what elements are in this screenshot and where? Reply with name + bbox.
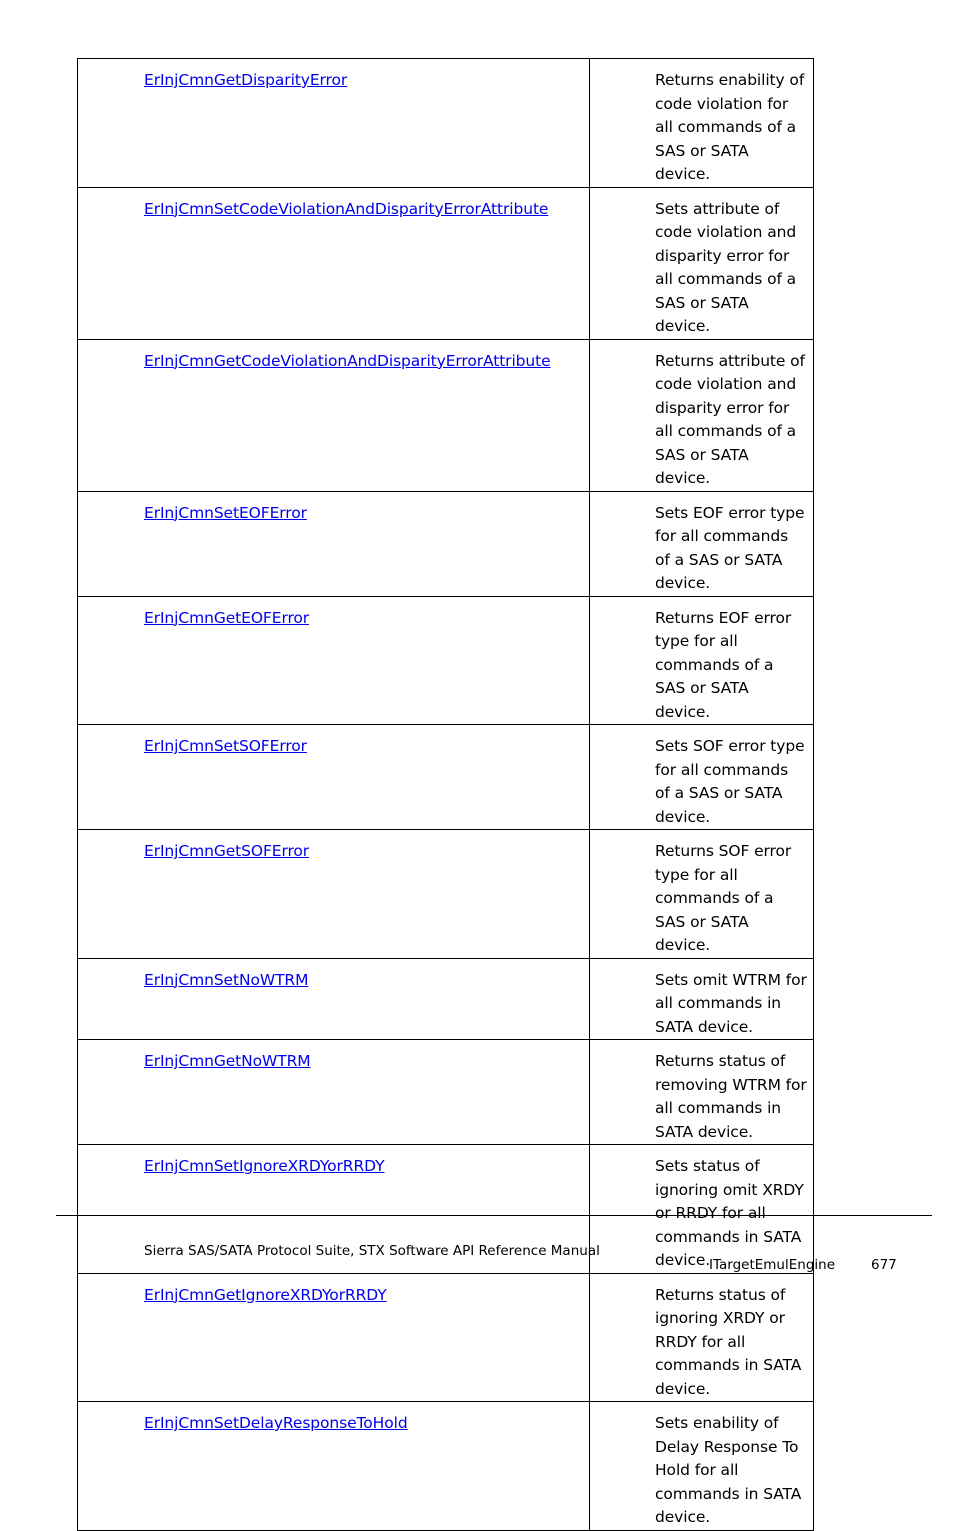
method-link[interactable]: ErInjCmnSetIgnoreXRDYorRRDY — [144, 1157, 385, 1175]
method-link[interactable]: ErInjCmnSetSOFError — [144, 737, 307, 755]
method-name-cell — [78, 59, 590, 188]
method-link[interactable]: ErInjCmnSetDelayResponseToHold — [144, 1414, 408, 1432]
method-description: Returns attribute of code violation and disparity error for all commands of a SAS or SATA device. — [655, 351, 805, 487]
method-description-cell — [590, 339, 814, 491]
method-name-cell — [78, 958, 590, 1040]
method-description: Sets EOF error type for all commands of a SAS or SATA device. — [655, 503, 805, 592]
table-row — [78, 958, 814, 1040]
method-description: Returns status of removing WTRM for all commands in SATA device. — [655, 1052, 807, 1141]
footer-section-name: ITargetEmulEngine — [709, 1257, 836, 1273]
method-link[interactable]: ErInjCmnGetNoWTRM — [144, 1052, 311, 1070]
footer-manual-title: Sierra SAS/SATA Protocol Suite, STX Software API Reference Manual — [144, 1243, 600, 1259]
method-description: Sets omit WTRM for all commands in SATA device. — [655, 970, 807, 1036]
footer-divider — [56, 1215, 932, 1216]
table-row — [78, 1273, 814, 1402]
method-description: Sets status of ignoring omit XRDY or RRDY for all commands in SATA device. — [655, 1157, 804, 1269]
method-name-cell — [78, 830, 590, 959]
method-description-cell — [590, 830, 814, 959]
method-description: Returns EOF error type for all commands of a SAS or SATA device. — [655, 608, 792, 721]
method-description-cell — [590, 59, 814, 188]
method-description-cell — [590, 187, 814, 339]
method-link[interactable]: ErInjCmnGetEOFError — [144, 608, 310, 627]
table-row — [78, 725, 814, 830]
table-row — [78, 59, 814, 188]
method-link[interactable]: ErInjCmnSetNoWTRM — [144, 970, 309, 989]
method-link[interactable]: ErInjCmnSetCodeViolationAndDisparityErrorAttribute — [144, 199, 549, 218]
method-description: Sets SOF error type for all commands of a SAS or SATA device. — [655, 737, 805, 826]
api-method-table-body — [78, 59, 814, 1531]
table-row — [78, 339, 814, 491]
method-name-cell — [78, 596, 590, 725]
method-description: Sets enability of Delay Response To Hold for all commands in SATA device. — [655, 1414, 802, 1526]
method-description-cell — [590, 491, 814, 596]
method-name-cell — [78, 339, 590, 491]
method-description: Returns SOF error type for all commands of a SAS or SATA device. — [655, 842, 792, 954]
table-row — [78, 596, 814, 725]
method-name-cell — [78, 491, 590, 596]
method-link[interactable]: ErInjCmnGetDisparityError — [144, 71, 348, 89]
method-description: Returns status of ignoring XRDY or RRDY for all commands in SATA device. — [655, 1285, 802, 1398]
table-row — [78, 1402, 814, 1531]
method-description-cell — [590, 1402, 814, 1531]
footer-page-number: 677 — [871, 1257, 897, 1273]
table-row — [78, 1040, 814, 1145]
method-description-cell — [590, 725, 814, 830]
method-name-cell — [78, 187, 590, 339]
method-description-cell — [590, 958, 814, 1040]
method-link[interactable]: ErInjCmnSetEOFError — [144, 503, 307, 522]
method-name-cell — [78, 725, 590, 830]
table-row — [78, 830, 814, 959]
method-link[interactable]: ErInjCmnGetSOFError — [144, 842, 310, 860]
table-row — [78, 187, 814, 339]
method-name-cell — [78, 1040, 590, 1145]
method-name-cell — [78, 1273, 590, 1402]
api-method-table — [77, 58, 814, 1531]
method-description-cell — [590, 1273, 814, 1402]
method-description-cell — [590, 596, 814, 725]
method-description: Sets attribute of code violation and disparity error for all commands of a SAS or SATA device. — [655, 199, 797, 335]
method-link[interactable]: ErInjCmnGetCodeViolationAndDisparityErrorAttribute — [144, 351, 551, 370]
table-row — [78, 491, 814, 596]
method-description-cell — [590, 1145, 814, 1274]
method-description: Returns enability of code violation for all commands of a SAS or SATA device. — [655, 71, 805, 183]
method-name-cell — [78, 1402, 590, 1531]
method-description-cell — [590, 1040, 814, 1145]
method-link[interactable]: ErInjCmnGetIgnoreXRDYorRRDY — [144, 1285, 387, 1304]
